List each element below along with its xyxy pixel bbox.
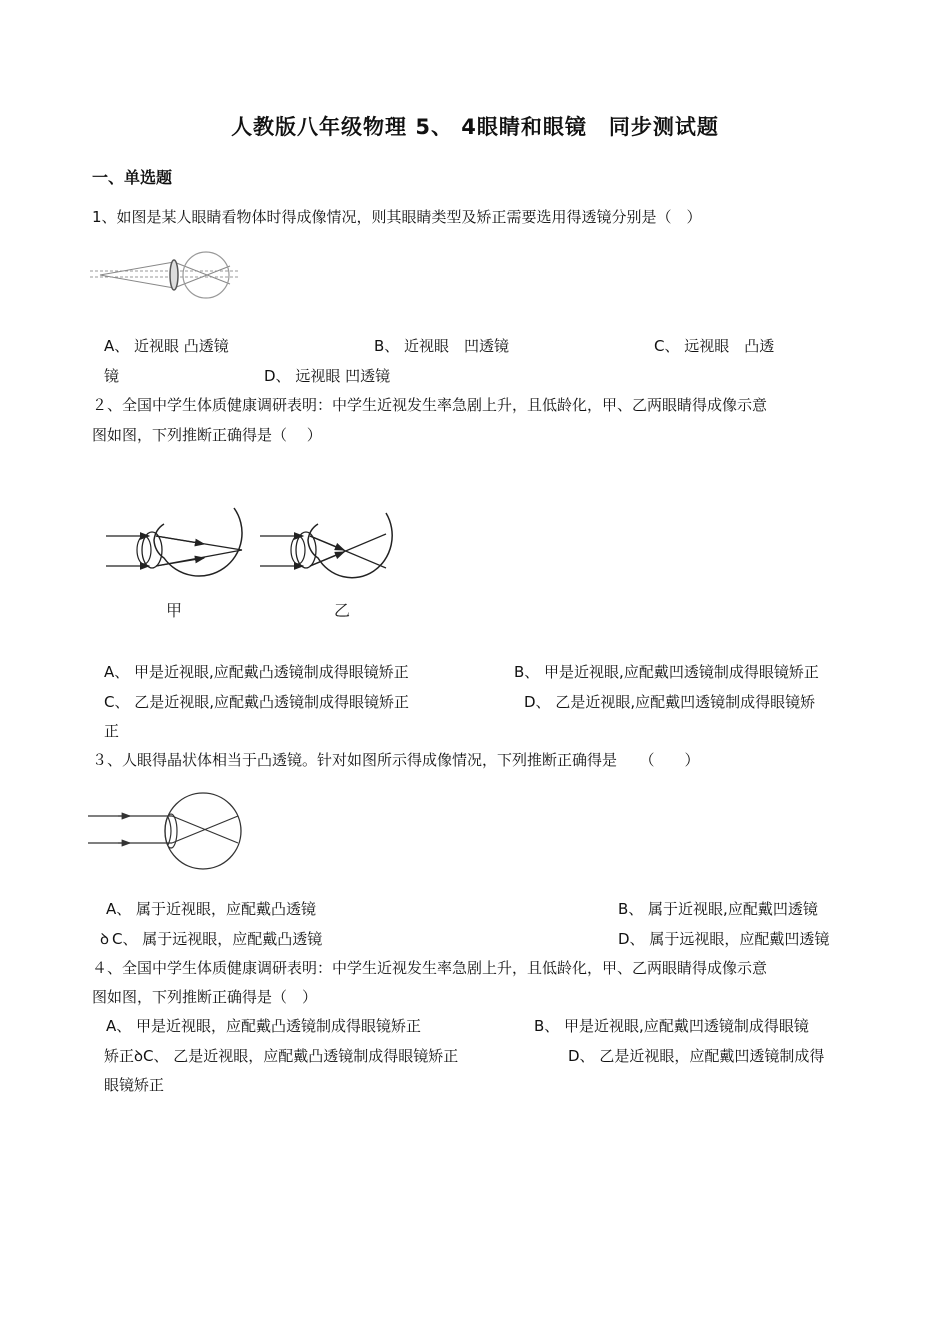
q2-eye-diagrams [104, 498, 404, 628]
q1-option-a[interactable]: A、 近视眼 凸透镜 [104, 337, 229, 355]
q1-option-d[interactable]: D、 远视眼 凹透镜 [264, 367, 391, 385]
q3-option-a[interactable]: A、 属于近视眼，应配戴凸透镜 [106, 900, 317, 918]
label-jia: 甲 [165, 601, 183, 620]
q2-stem-line2: 图如图，下列推断正确得是（ ） [92, 426, 322, 444]
q3-stem: ３、人眼得晶状体相当于凸透镜。针对如图所示得成像情况，下列推断正确得是 （ ） [92, 751, 700, 769]
q3-option-c-prefix: ꝺ [100, 930, 109, 948]
eye-jia [106, 508, 242, 576]
q3-option-c[interactable]: C、 属于远视眼，应配戴凸透镜 [112, 930, 323, 948]
q2-option-d-cont: 正 [104, 722, 120, 740]
label-yi: 乙 [333, 601, 351, 620]
page-title: 人教版八年级物理 5、 4眼睛和眼镜 同步测试题 [231, 115, 719, 139]
q2-stem-line1: ２、全国中学生体质健康调研表明：中学生近视发生率急剧上升，且低龄化，甲、乙两眼睛得成像示意 [92, 396, 768, 414]
q2-option-c[interactable]: C、 乙是近视眼,应配戴凸透镜制成得眼镜矫正 [104, 693, 410, 711]
eye-yi [260, 513, 392, 578]
q2-option-a[interactable]: A、 甲是近视眼,应配戴凸透镜制成得眼镜矫正 [104, 663, 409, 681]
q4-stem-line2: 图如图，下列推断正确得是（ ） [92, 988, 318, 1006]
q4-option-d[interactable]: D、 乙是近视眼，应配戴凹透镜制成得 [568, 1047, 825, 1065]
q2-option-b[interactable]: B、 甲是近视眼,应配戴凹透镜制成得眼镜矫正 [514, 663, 819, 681]
q3-eye-diagram [88, 787, 248, 877]
q1-eye-diagram [90, 248, 250, 308]
q1-stem: 1、如图是某人眼睛看物体时得成像情况，则其眼睛类型及矫正需要选用得透镜分别是（ ） [92, 208, 702, 226]
q1-option-c[interactable]: C、 远视眼 凸透 [654, 337, 775, 355]
q4-option-d-cont: 眼镜矫正 [104, 1076, 165, 1094]
q4-stem-line1: ４、全国中学生体质健康调研表明：中学生近视发生率急剧上升，且低龄化，甲、乙两眼睛得成像示意 [92, 959, 768, 977]
q4-option-b-cont[interactable]: 矫正ꝺC、 乙是近视眼，应配戴凸透镜制成得眼镜矫正 [104, 1047, 459, 1065]
q3-option-b[interactable]: B、 属于近视眼,应配戴凹透镜 [618, 900, 818, 918]
q4-option-a[interactable]: A、 甲是近视眼，应配戴凸透镜制成得眼镜矫正 [106, 1017, 422, 1035]
q4-option-b[interactable]: B、 甲是近视眼,应配戴凹透镜制成得眼镜 [534, 1017, 809, 1035]
section-heading: 一、单选题 [92, 168, 173, 187]
q2-option-d[interactable]: D、 乙是近视眼,应配戴凹透镜制成得眼镜矫 [524, 693, 816, 711]
q3-option-d[interactable]: D、 属于远视眼，应配戴凹透镜 [618, 930, 830, 948]
q1-option-c-cont: 镜 [104, 367, 120, 385]
q1-option-b[interactable]: B、 近视眼 凹透镜 [374, 337, 510, 355]
